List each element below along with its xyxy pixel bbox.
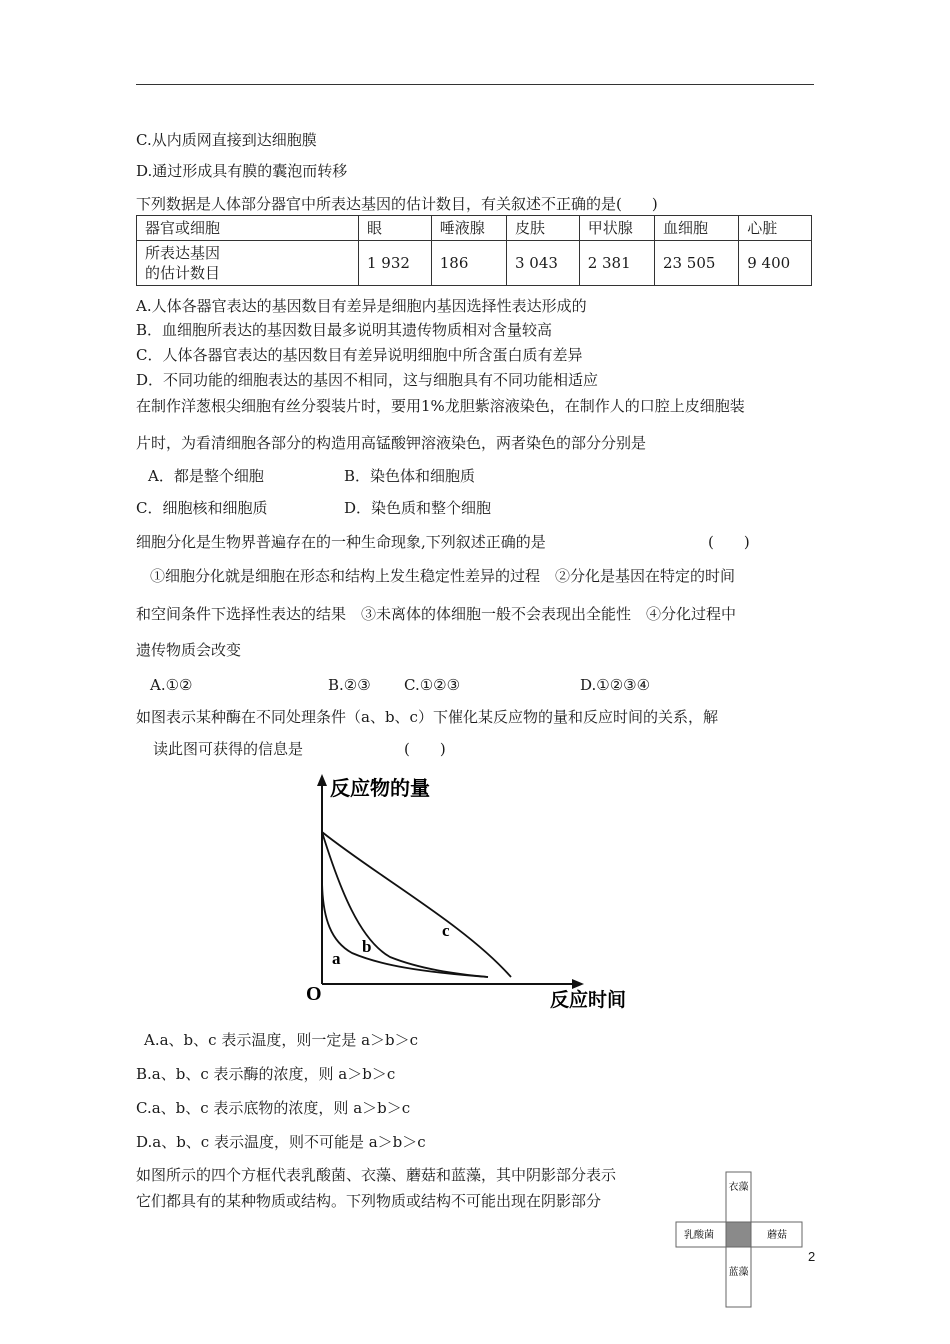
table-header-cell: 眼 (359, 216, 432, 241)
question-2-stem-line-1: 在制作洋葱根尖细胞有丝分裂装片时，要用1%龙胆紫溶液染色，在制作人的口腔上皮细胞装 (136, 397, 745, 415)
table-header-cell: 甲状腺 (579, 216, 654, 241)
question-1-option-a: A.人体各器官表达的基因数目有差异是细胞内基因选择性表达形成的 (136, 297, 587, 315)
question-3-statement-line-2: 和空间条件下选择性表达的结果 ③未离体的体细胞一般不会表现出全能性 ④分化过程中 (136, 605, 737, 623)
question-5-stem-line-1: 如图所示的四个方框代表乳酸菌、衣藻、蘑菇和蓝藻，其中阴影部分表示 (136, 1166, 617, 1184)
question-1-option-d: D．不同功能的细胞表达的基因不相同，这与细胞具有不同功能相适应 (136, 371, 599, 389)
row-label-line-2: 的估计数目 (145, 264, 221, 282)
question-4-option-d: D.a、b、c 表示温度，则不可能是 a＞b＞c (136, 1133, 426, 1151)
series-label-c: c (442, 921, 450, 940)
gene-count-table (136, 215, 812, 286)
question-3-option-d: D.①②③④ (580, 676, 651, 694)
chart-axes (317, 774, 584, 989)
series-label-b: b (362, 937, 372, 956)
question-3-answer-paren: ( ) (708, 533, 750, 551)
table-cell: 9 400 (739, 241, 812, 286)
question-3-option-a: A.①② (150, 676, 193, 694)
question-4-answer-paren: ( ) (404, 740, 446, 758)
question-3-option-c: C.①②③ (404, 676, 461, 694)
question-3-option-b: B.②③ (328, 676, 371, 694)
y-axis-arrow-icon (317, 774, 327, 786)
box-label-right: 蘑菇 (767, 1230, 787, 1241)
table-cell: 3 043 (506, 241, 579, 286)
table-header-cell: 器官或细胞 (137, 216, 359, 241)
question-4-option-a: A.a、b、c 表示温度，则一定是 a＞b＞c (144, 1031, 419, 1049)
table-header-cell: 血细胞 (654, 216, 738, 241)
table-cell: 23 505 (654, 241, 738, 286)
box-label-top: 衣藻 (728, 1182, 749, 1193)
table-header-cell: 皮肤 (506, 216, 579, 241)
question-4-stem-line-1: 如图表示某种酶在不同处理条件（a、b、c）下催化某反应物的量和反应时间的关系，解 (136, 708, 718, 726)
y-axis-label: 反应物的量 (330, 778, 430, 800)
table-row-label (137, 241, 359, 286)
question-4-stem-line-2: 读此图可获得的信息是 (153, 740, 304, 758)
shaded-overlap (726, 1222, 751, 1247)
series-line-b (322, 832, 488, 977)
question-3-stem: 细胞分化是生物界普遍存在的一种生命现象,下列叙述正确的是 (136, 533, 546, 551)
question-1-option-b: B．血细胞所表达的基因数目最多说明其遗传物质相对含量较高 (136, 321, 553, 339)
header-rule (136, 84, 814, 85)
row-label-line-1: 所表达基因 (145, 244, 221, 262)
option-c-line: C.从内质网直接到达细胞膜 (136, 131, 317, 149)
question-2-option-c: C．细胞核和细胞质 (136, 499, 268, 517)
table-header-cell: 心脏 (739, 216, 812, 241)
question-4-option-c: C.a、b、c 表示底物的浓度，则 a＞b＞c (136, 1099, 411, 1117)
option-d-line: D.通过形成具有膜的囊泡而转移 (136, 162, 348, 180)
question-1-option-c: C．人体各器官表达的基因数目有差异说明细胞中所含蛋白质有差异 (136, 346, 583, 364)
question-5-stem-line-2: 它们都具有的某种物质或结构。下列物质或结构不可能出现在阴影部分 (136, 1192, 602, 1210)
x-axis-arrow-icon (572, 979, 584, 989)
organism-overlap-diagram (674, 1170, 804, 1310)
series-line-c (322, 832, 511, 977)
table-cell: 186 (431, 241, 506, 286)
origin-label: O (306, 983, 322, 1005)
table-row (137, 241, 812, 286)
series-label-a: a (332, 949, 341, 968)
question-4-option-b: B.a、b、c 表示酶的浓度，则 a＞b＞c (136, 1065, 396, 1083)
box-label-left: 乳酸菌 (684, 1230, 714, 1241)
question-2-option-d: D．染色质和整个细胞 (344, 499, 492, 517)
page-number: 2 (808, 1249, 816, 1264)
table-cell: 1 932 (359, 241, 432, 286)
question-2-stem-line-2: 片时，为看清细胞各部分的构造用高锰酸钾溶液染色，两者染色的部分分别是 (136, 434, 647, 452)
question-1-stem: 下列数据是人体部分器官中所表达基因的估计数目，有关叙述不正确的是( ) (136, 195, 658, 213)
x-axis-label: 反应时间 (550, 990, 627, 1011)
box-label-bottom: 蓝藻 (728, 1267, 749, 1278)
table-row (137, 216, 812, 241)
question-3-statement-line-1: ①细胞分化就是细胞在形态和结构上发生稳定性差异的过程 ②分化是基因在特定的时间 (150, 567, 736, 585)
question-2-option-b: B．染色体和细胞质 (344, 467, 476, 485)
question-3-statement-line-3: 遗传物质会改变 (136, 641, 242, 659)
table-cell: 2 381 (579, 241, 654, 286)
question-2-option-a: A．都是整个细胞 (148, 467, 264, 485)
enzyme-reaction-chart (300, 770, 650, 1015)
table-header-cell: 唾液腺 (431, 216, 506, 241)
